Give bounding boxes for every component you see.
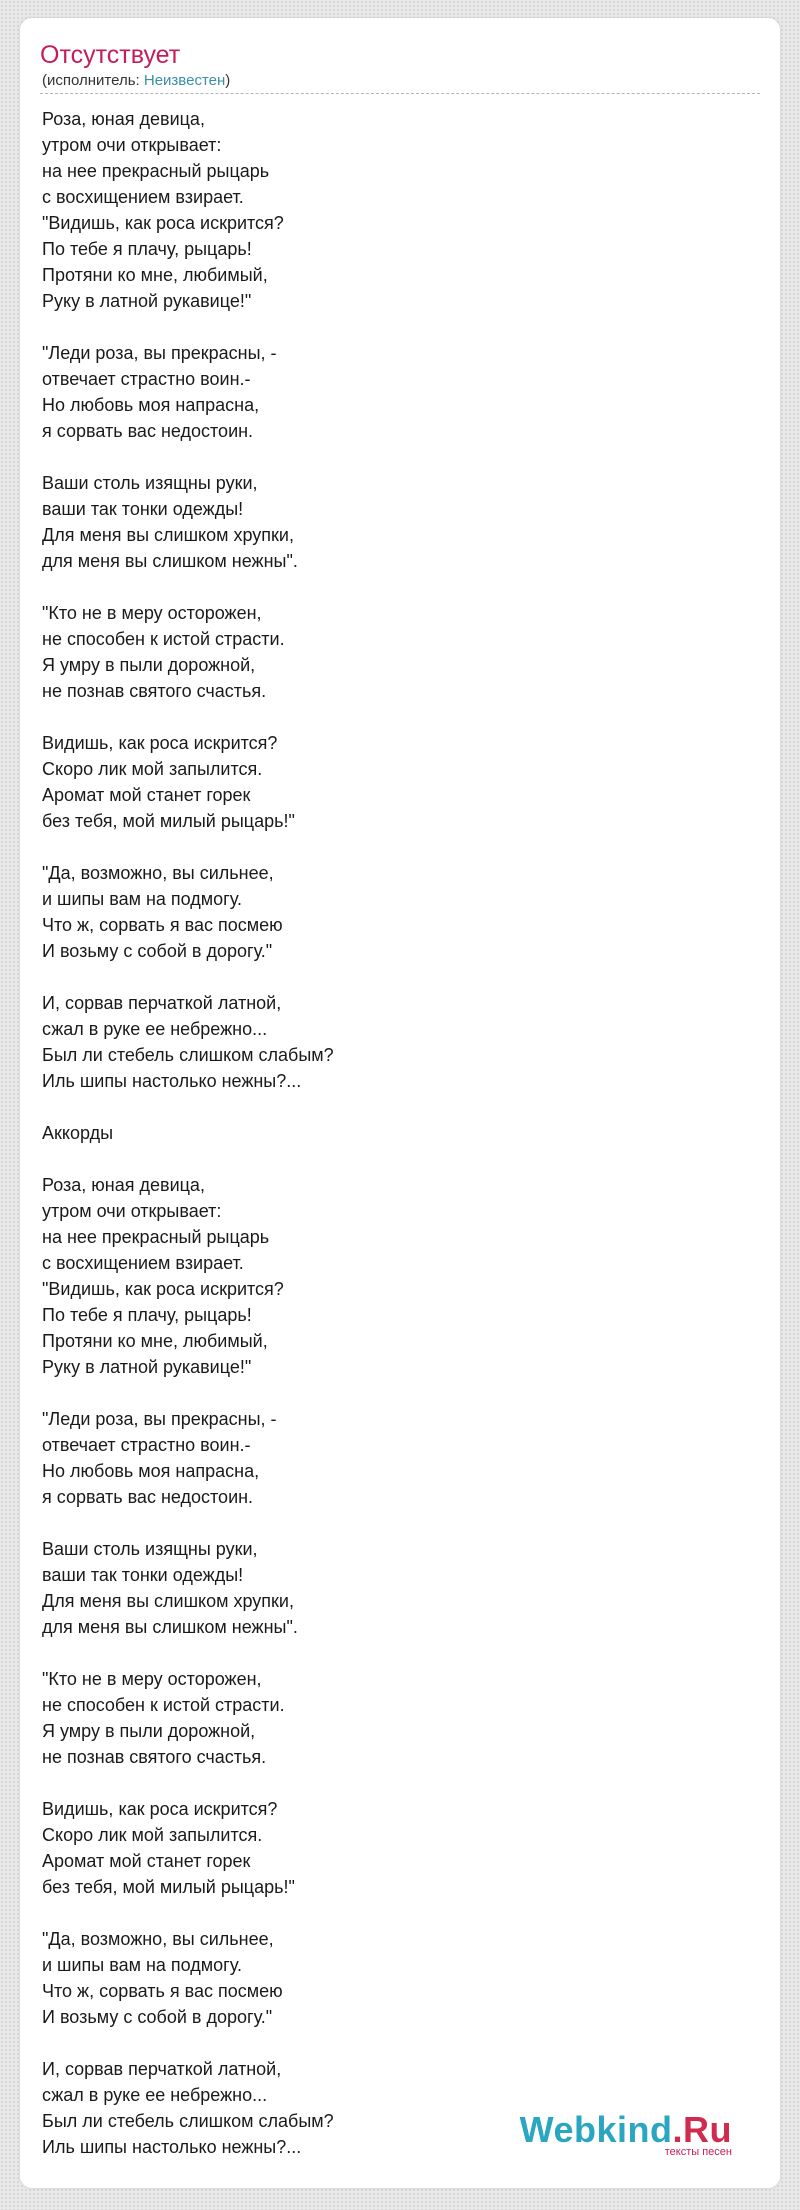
- lyric-line: Но любовь моя напрасна,: [42, 1461, 260, 1481]
- lyrics-stanza: [42, 340, 742, 444]
- lyric-line: Я умру в пыли дорожной,: [42, 1721, 256, 1741]
- lyric-line: Был ли стебель слишком слабым?: [42, 2111, 334, 2131]
- lyrics-stanza: [42, 1666, 742, 1770]
- lyric-line: и шипы вам на подмогу.: [42, 889, 242, 909]
- lyric-line: И, сорвав перчаткой латной,: [42, 2059, 282, 2079]
- lyric-line: И возьму с собой в дорогу.": [42, 2007, 273, 2027]
- lyrics-stanza: [42, 1536, 742, 1640]
- lyric-line: не познав святого счастья.: [42, 681, 267, 701]
- lyric-line: "Леди роза, вы прекрасны, -: [42, 1409, 277, 1429]
- lyric-line: Что ж, сорвать я вас посмею: [42, 1981, 283, 2001]
- lyrics-stanza: [42, 730, 742, 834]
- logo-tagline: тексты песен: [664, 2146, 732, 2158]
- lyric-line: По тебе я плачу, рыцарь!: [42, 239, 252, 259]
- song-title: Отсутствует: [40, 41, 181, 69]
- lyric-line: Руку в латной рукавице!": [42, 1357, 252, 1377]
- lyric-line: "Да, возможно, вы сильнее,: [42, 1929, 274, 1949]
- lyric-line: не способен к истой страсти.: [42, 1695, 285, 1715]
- lyrics-stanza: [42, 1926, 742, 2030]
- lyric-line: ваши так тонки одежды!: [42, 1565, 244, 1585]
- lyric-line: на нее прекрасный рыцарь: [42, 1227, 270, 1247]
- lyric-line: Для меня вы слишком хрупки,: [42, 1591, 294, 1611]
- logo-suffix: .Ru: [672, 2109, 732, 2150]
- performer-suffix: ): [225, 72, 231, 89]
- lyric-line: Я умру в пыли дорожной,: [42, 655, 256, 675]
- lyric-line: "Кто не в меру осторожен,: [42, 1669, 262, 1689]
- lyrics-stanza: [42, 1406, 742, 1510]
- lyric-line: И возьму с собой в дорогу.": [42, 941, 273, 961]
- lyrics-stanza: [42, 860, 742, 964]
- lyrics-card: [20, 18, 780, 2188]
- lyric-line: Ваши столь изящны руки,: [42, 473, 258, 493]
- lyric-line: сжал в руке ее небрежно...: [42, 1019, 268, 1039]
- lyric-line: Скоро лик мой запылится.: [42, 759, 263, 779]
- lyric-line: утром очи открывает:: [42, 1201, 222, 1221]
- header-divider: [40, 93, 760, 94]
- lyric-line: отвечает страстно воин.-: [42, 369, 251, 389]
- lyric-line: Аромат мой станет горек: [42, 1851, 251, 1871]
- performer-line: [42, 71, 230, 91]
- logo-wordmark: [519, 2109, 732, 2150]
- lyric-line: Иль шипы настолько нежны?...: [42, 2137, 302, 2157]
- lyrics-stanza: [42, 600, 742, 704]
- lyric-line: без тебя, мой милый рыцарь!": [42, 1877, 295, 1897]
- lyric-line: и шипы вам на подмогу.: [42, 1955, 242, 1975]
- lyrics-stanza: [42, 990, 742, 1094]
- lyric-line: утром очи открывает:: [42, 135, 222, 155]
- logo-brand: Webkind: [519, 2109, 673, 2150]
- lyric-line: для меня вы слишком нежны".: [42, 551, 298, 571]
- lyrics-stanza: [42, 1172, 742, 1380]
- lyric-line: Аромат мой станет горек: [42, 785, 251, 805]
- lyric-line: По тебе я плачу, рыцарь!: [42, 1305, 252, 1325]
- site-logo[interactable]: [519, 2109, 732, 2158]
- lyric-line: Аккорды: [42, 1123, 114, 1143]
- lyric-line: не познав святого счастья.: [42, 1747, 267, 1767]
- lyric-line: "Видишь, как роса искрится?: [42, 1279, 284, 1299]
- lyric-line: Что ж, сорвать я вас посмею: [42, 915, 283, 935]
- lyric-line: Протяни ко мне, любимый,: [42, 265, 268, 285]
- lyric-line: Руку в латной рукавице!": [42, 291, 252, 311]
- lyric-line: отвечает страстно воин.-: [42, 1435, 251, 1455]
- lyric-line: с восхищением взирает.: [42, 1253, 244, 1273]
- lyric-line: не способен к истой страсти.: [42, 629, 285, 649]
- lyrics-stanza: [42, 1120, 742, 1146]
- lyric-line: сжал в руке ее небрежно...: [42, 2085, 268, 2105]
- lyric-line: "Кто не в меру осторожен,: [42, 603, 262, 623]
- lyric-line: на нее прекрасный рыцарь: [42, 161, 270, 181]
- lyrics-body: [42, 106, 742, 2186]
- lyric-line: Был ли стебель слишком слабым?: [42, 1045, 334, 1065]
- lyrics-stanza: [42, 470, 742, 574]
- lyric-line: И, сорвав перчаткой латной,: [42, 993, 282, 1013]
- lyric-line: без тебя, мой милый рыцарь!": [42, 811, 295, 831]
- lyric-line: Иль шипы настолько нежны?...: [42, 1071, 302, 1091]
- lyric-line: Протяни ко мне, любимый,: [42, 1331, 268, 1351]
- lyrics-stanza: [42, 106, 742, 314]
- lyric-line: Роза, юная девица,: [42, 109, 205, 129]
- lyric-line: я сорвать вас недостоин.: [42, 1487, 254, 1507]
- lyric-line: "Да, возможно, вы сильнее,: [42, 863, 274, 883]
- performer-prefix: (исполнитель:: [42, 72, 144, 89]
- lyric-line: я сорвать вас недостоин.: [42, 421, 254, 441]
- lyrics-stanza: [42, 1796, 742, 1900]
- lyric-line: Видишь, как роса искрится?: [42, 1799, 278, 1819]
- lyric-line: Роза, юная девица,: [42, 1175, 205, 1195]
- lyric-line: Скоро лик мой запылится.: [42, 1825, 263, 1845]
- performer-link[interactable]: Неизвестен: [143, 72, 226, 89]
- lyric-line: для меня вы слишком нежны".: [42, 1617, 298, 1637]
- lyric-line: Ваши столь изящны руки,: [42, 1539, 258, 1559]
- lyric-line: "Видишь, как роса искрится?: [42, 213, 284, 233]
- lyric-line: Видишь, как роса искрится?: [42, 733, 278, 753]
- lyric-line: "Леди роза, вы прекрасны, -: [42, 343, 277, 363]
- lyric-line: ваши так тонки одежды!: [42, 499, 244, 519]
- lyric-line: Но любовь моя напрасна,: [42, 395, 260, 415]
- lyric-line: Для меня вы слишком хрупки,: [42, 525, 294, 545]
- lyric-line: с восхищением взирает.: [42, 187, 244, 207]
